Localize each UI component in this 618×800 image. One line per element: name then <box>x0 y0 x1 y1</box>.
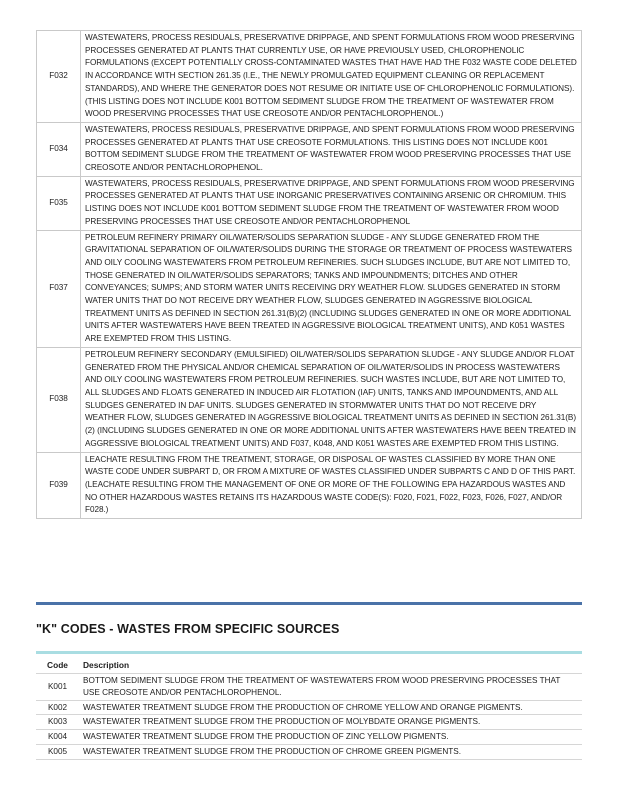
table-header-row <box>36 653 582 674</box>
table-row <box>36 730 582 745</box>
waste-code: K003 <box>36 715 79 730</box>
table-row <box>36 715 582 730</box>
table-row <box>36 700 582 715</box>
waste-code: F038 <box>37 347 81 452</box>
f-codes-table <box>36 30 582 519</box>
table-row <box>37 452 582 519</box>
waste-description: WASTEWATERS, PROCESS RESIDUALS, PRESERVATIVE DRIPPAGE, AND SPENT FORMULATIONS FROM WOOD PRESERVING PROCESSES GENERATED AT PLANTS THAT USE INORGANIC PRESERVATIVES CONTAINING ARSENIC OR CHROMIUM. THIS LISTING DOES NOT INCLUDE K001 BOTTOM SEDIMENT SLUDGE FROM THE TREATMENT OF WASTEWATER FROM WOOD PRESERVING PROCESSES THAT USE CREOSOTE AND/OR PENTACHLOROPHENOL <box>81 176 582 230</box>
waste-code: K001 <box>36 674 79 701</box>
waste-description: WASTEWATERS, PROCESS RESIDUALS, PRESERVATIVE DRIPPAGE, AND SPENT FORMULATIONS FROM WOOD PRESERVING PROCESSES GENERATED AT PLANTS THAT USE CREOSOTE FORMULATIONS. THIS LISTING DOES NOT INCLUDE K001 BOTTOM SEDIMENT SLUDGE FROM THE TREATMENT OF WASTEWATER FROM WOOD PRESERVING PROCESSES THAT USE CREOSOTE AND/OR PENTACHLOROPHENOL. <box>81 122 582 176</box>
section-divider <box>36 602 582 605</box>
waste-code: F035 <box>37 176 81 230</box>
column-header-code: Code <box>36 653 79 674</box>
waste-description: WASTEWATER TREATMENT SLUDGE FROM THE PRODUCTION OF CHROME YELLOW AND ORANGE PIGMENTS. <box>79 700 582 715</box>
waste-code: K004 <box>36 730 79 745</box>
table-row <box>37 122 582 176</box>
waste-description: PETROLEUM REFINERY SECONDARY (EMULSIFIED) OIL/WATER/SOLIDS SEPARATION SLUDGE - ANY SLUDGE AND/OR FLOAT GENERATED FROM THE PHYSICAL AND/OR CHEMICAL SEPARATION OF OIL/WATER/SOLIDS IN PROCESS WASTEWATERS AND OILY COOLING WASTEWATERS FROM PETROLEUM REFINERIES. SUCH WASTES INCLUDE, BUT ARE NOT LIMITED TO, ALL SLUDGES AND FLOATS GENERATED IN INDUCED AIR FLOTATION (IAF) UNITS, TANKS AND IMPOUNDMENTS, AND ALL SLUDGES GENERATED IN DAF UNITS. SLUDGES GENERATED IN STORMWATER UNITS THAT DO NOT RECEIVE DRY WEATHER FLOW, SLUDGES GENERATED IN AGGRESSIVE BIOLOGICAL TREATMENT UNITS AS DEFINED IN SECTION 261.31(B)(2) (INCLUDING SLUDGES GENERATED IN ONE OR MORE ADDITIONAL UNITS AFTER WASTEWATERS HAVE BEEN TREATED IN AGGRESSIVE BIOLOGICAL TREATMENT UNITS) AND F037, K048, AND K051 WASTES ARE EXEMPTED FROM THIS LISTING. <box>81 347 582 452</box>
waste-code: K005 <box>36 744 79 759</box>
table-row <box>36 744 582 759</box>
table-row <box>37 31 582 123</box>
waste-code: F032 <box>37 31 81 123</box>
table-row <box>37 347 582 452</box>
waste-code: F037 <box>37 230 81 347</box>
table-row <box>37 176 582 230</box>
waste-description: PETROLEUM REFINERY PRIMARY OIL/WATER/SOLIDS SEPARATION SLUDGE - ANY SLUDGE GENERATED FROM THE GRAVITATIONAL SEPARATION OF OIL/WATER/SOLIDS DURING THE STORAGE OR TREATMENT OF PROCESS WASTEWATERS AND OILY COOLING WASTEWATERS FROM PETROLEUM REFINERIES. SUCH SLUDGES INCLUDE, BUT ARE NOT LIMITED TO, THOSE GENERATED IN OIL/WATER/SOLIDS SEPARATORS; TANKS AND IMPOUNDMENTS; DITCHES AND OTHER CONVEYANCES; SUMPS; AND STORM WATER UNITS RECEIVING DRY WEATHER FLOW. SLUDGES GENERATED IN STORM WATER UNITS THAT DO NOT RECEIVE DRY WEATHER FLOW, SLUDGES GENERATED IN AGGRESSIVE BIOLOGICAL TREATMENT UNITS AS DEFINED IN SECTION 261.31(B)(2) (INCLUDING SLUDGES GENERATED IN ONE OR MORE ADDITIONAL UNITS AFTER WASTEWATERS HAVE BEEN TREATED IN AGGRESSIVE BIOLOGICAL TREATMENT UNITS), AND K051 WASTES ARE EXEMPTED FROM THIS LISTING. <box>81 230 582 347</box>
column-header-description: Description <box>79 653 582 674</box>
waste-description: BOTTOM SEDIMENT SLUDGE FROM THE TREATMENT OF WASTEWATERS FROM WOOD PRESERVING PROCESSES THAT USE CREOSOTE AND/OR PENTACHLOROPHENOL. <box>79 674 582 701</box>
table-row <box>36 674 582 701</box>
waste-description: WASTEWATER TREATMENT SLUDGE FROM THE PRODUCTION OF MOLYBDATE ORANGE PIGMENTS. <box>79 715 582 730</box>
waste-code: F034 <box>37 122 81 176</box>
table-row <box>37 230 582 347</box>
waste-code: F039 <box>37 452 81 519</box>
waste-description: WASTEWATERS, PROCESS RESIDUALS, PRESERVATIVE DRIPPAGE, AND SPENT FORMULATIONS FROM WOOD PRESERVING PROCESSES GENERATED AT PLANTS THAT CURRENTLY USE, OR HAVE PREVIOUSLY USED, CHLOROPHENOLIC FORMULATIONS (EXCEPT POTENTIALLY CROSS-CONTAMINATED WASTES THAT HAVE HAD THE F032 WASTE CODE DELETED IN ACCORDANCE WITH SECTION 261.35 (I.E., THE NEWLY PROMULGATED EQUIPMENT CLEANING OR REPLACEMENT STANDARDS), AND WHERE THE GENERATOR DOES NOT RESUME OR INITIATE USE OF CHLOROPHENOLIC FORMULATIONS). (THIS LISTING DOES NOT INCLUDE K001 BOTTOM SEDIMENT SLUDGE FROM THE TREATMENT OF WASTEWATER FROM WOOD PRESERVING PROCESSES THAT USE CREOSOTE AND/OR PENTACHLOROPHENOL.) <box>81 31 582 123</box>
k-codes-table <box>36 651 582 760</box>
section-heading: "K" CODES - WASTES FROM SPECIFIC SOURCES <box>36 622 340 636</box>
waste-code: K002 <box>36 700 79 715</box>
waste-description: WASTEWATER TREATMENT SLUDGE FROM THE PRODUCTION OF ZINC YELLOW PIGMENTS. <box>79 730 582 745</box>
waste-description: WASTEWATER TREATMENT SLUDGE FROM THE PRODUCTION OF CHROME GREEN PIGMENTS. <box>79 744 582 759</box>
waste-description: LEACHATE RESULTING FROM THE TREATMENT, STORAGE, OR DISPOSAL OF WASTES CLASSIFIED BY MORE THAN ONE WASTE CODE UNDER SUBPART D, OR FROM A MIXTURE OF WASTES CLASSIFIED UNDER SUBPARTS C AND D OF THIS PART. (LEACHATE RESULTING FROM THE MANAGEMENT OF ONE OR MORE OF THE FOLLOWING EPA HAZARDOUS WASTES AND NO OTHER HAZARDOUS WASTES RETAINS ITS HAZARDOUS WASTE CODE(S): F020, F021, F022, F023, F026, F027, AND/OR F028.) <box>81 452 582 519</box>
